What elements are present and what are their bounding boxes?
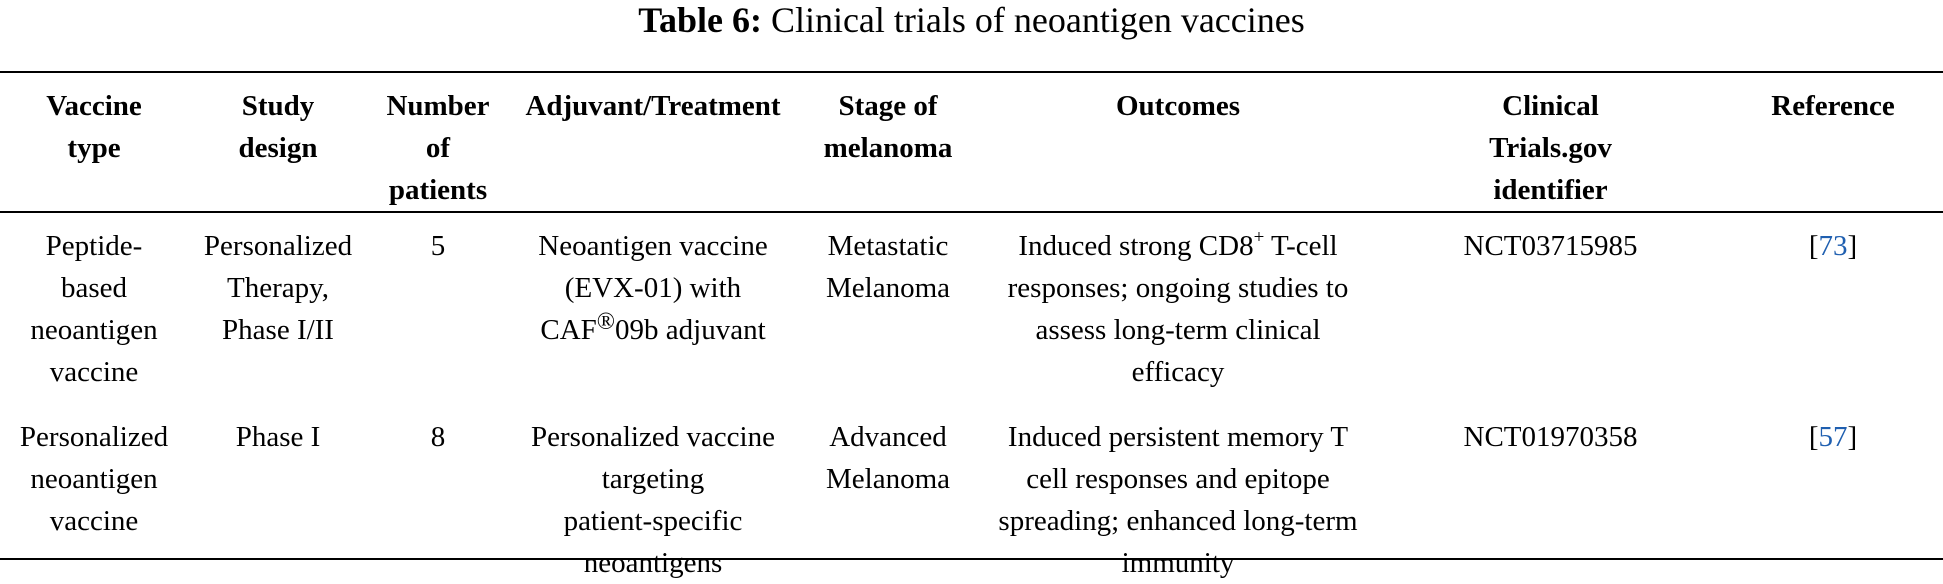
header-vaccine-type: Vaccine type: [46, 90, 142, 164]
table-header-row: [0, 73, 1943, 211]
cell-number-of-patients: 8: [430, 421, 446, 453]
reference-link[interactable]: 73: [1818, 230, 1848, 262]
cell-stage-of-melanoma: Metastatic Melanoma: [825, 230, 950, 304]
registered-mark-icon: ®: [596, 309, 616, 335]
cell-study-design: Personalized Therapy, Phase I/II: [203, 230, 353, 346]
cell-reference: [73]: [1808, 230, 1858, 262]
table-caption-label: Table 6:: [638, 0, 762, 40]
table-row: [0, 211, 1943, 416]
table-row: [0, 416, 1943, 584]
header-number-of-patients: Number of patients: [386, 90, 490, 206]
header-stage-of-melanoma: Stage of melanoma: [823, 90, 953, 164]
clinical-trials-table: [0, 73, 1943, 584]
header-outcomes: Outcomes: [1115, 90, 1241, 122]
cell-adjuvant-treatment: Neoantigen vaccine (EVX-01) with CAF®09b adjuvant: [508, 211, 798, 416]
header-reference: Reference: [1771, 90, 1895, 122]
cell-outcomes: Induced persistent memory T cell responses and epitope spreading; enhanced long-term immunity: [998, 421, 1358, 579]
table-caption: [0, 0, 1943, 40]
table-caption-text: Clinical trials of neoantigen vaccines: [770, 0, 1305, 40]
cell-number-of-patients: 5: [430, 230, 446, 262]
cell-adjuvant-treatment: Personalized vaccine targeting patient-specific neoantigens: [531, 421, 775, 579]
cell-vaccine-type: Personalized neoantigen vaccine: [19, 421, 169, 537]
cell-vaccine-type: Peptide- based neoantigen vaccine: [30, 230, 158, 388]
reference-link[interactable]: 57: [1818, 421, 1848, 453]
header-adjuvant-treatment: Adjuvant/Treatment: [525, 90, 781, 122]
adjuvant-line-caf: CAF®09b adjuvant: [540, 309, 766, 346]
header-study-design: Study design: [238, 90, 318, 164]
header-clinicaltrials-identifier: Clinical Trials.gov identifier: [1489, 90, 1612, 206]
cell-clinicaltrials-identifier: NCT01970358: [1463, 421, 1638, 453]
cell-reference: [57]: [1808, 421, 1858, 453]
cell-stage-of-melanoma: Advanced Melanoma: [825, 421, 950, 495]
cell-outcomes: Induced strong CD8+ T-cell responses; ongoing studies to assess long-term clinical efficacy: [978, 211, 1378, 416]
outcomes-line-cd8: Induced strong CD8+ T-cell: [1018, 227, 1338, 262]
cell-study-design: Phase I: [235, 421, 321, 453]
cell-clinicaltrials-identifier: NCT03715985: [1463, 230, 1638, 262]
